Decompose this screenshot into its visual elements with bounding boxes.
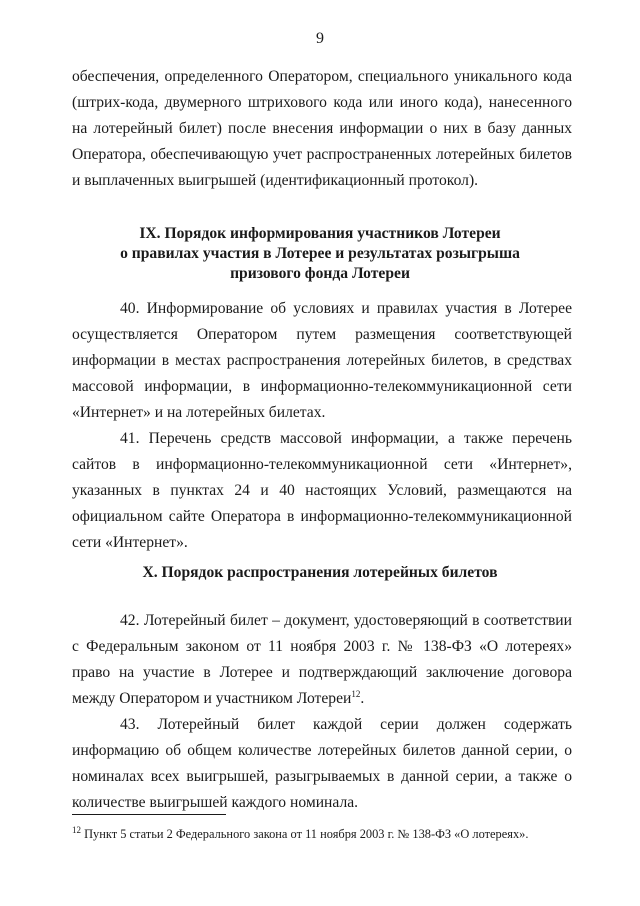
page-number: 9 [316, 30, 324, 47]
paragraph-40: 40. Информирование об условиях и правилах участия в Лотерее осуществляется Оператором путем размещения соответствующей информации в местах распространения лотерейных билетов, в средствах массовой информации, в информационно-телекоммуникационной сети «Интернет» и на лотерейных билетах. [72, 300, 572, 421]
footnote-number: 12 [72, 824, 81, 835]
paragraph-43: 43. Лотерейный билет каждой серии должен содержать информацию об общем количестве лотерейных билетов данной серии, о номиналах всех выигрышей, разыгрываемых в данной серии, а также о количестве выигрышей каждого номинала. [72, 716, 572, 811]
paragraph-42 [72, 608, 572, 712]
section-x-body [72, 608, 572, 816]
section-ix-title-line-3: призового фонда Лотереи [230, 265, 410, 282]
section-ix-heading [60, 224, 580, 284]
footnote-text: Пункт 5 статьи 2 Федерального закона от 11 ноября 2003 г. № 138-ФЗ «О лотереях». [81, 827, 529, 841]
section-ix-body [72, 296, 572, 556]
section-x-title: X. Порядок распространения лотерейных билетов [142, 564, 498, 581]
section-x-heading [60, 563, 580, 583]
footnote-divider [72, 814, 226, 815]
continuation-paragraph [72, 64, 572, 194]
footnote-12 [72, 826, 592, 842]
paragraph-42-end: . [360, 690, 365, 707]
section-ix-title-line-2: о правилах участия в Лотерее и результатах розыгрыша [120, 245, 520, 262]
footnote-ref-12: 12 [351, 688, 361, 699]
section-ix-title-line-1: IX. Порядок информирования участников Лотереи [139, 225, 501, 242]
continuation-text: обеспечения, определенного Оператором, специального уникального кода (штрих-кода, двумерного штрихового кода или иного кода), нанесенного на лотерейный билет) после внесения информации о них в базу данных Оператора, обеспечивающую учет распространенных лотерейных билетов и выплаченных выигрышей (идентификационный протокол). [72, 68, 572, 189]
paragraph-41: 41. Перечень средств массовой информации, а также перечень сайтов в информационно-телекоммуникационной сети «Интернет», указанных в пунктах 24 и 40 настоящих Условий, размещаются на официальном сайте Оператора в информационно-телекоммуникационной сети «Интернет». [72, 430, 572, 551]
paragraph-42-text: 42. Лотерейный билет – документ, удостоверяющий в соответствии с Федеральным законом от 11 ноября 2003 г. № 138-ФЗ «О лотереях» право на участие в Лотерее и подтверждающий заключение договора между Оператором и участником Лотереи [72, 612, 572, 707]
